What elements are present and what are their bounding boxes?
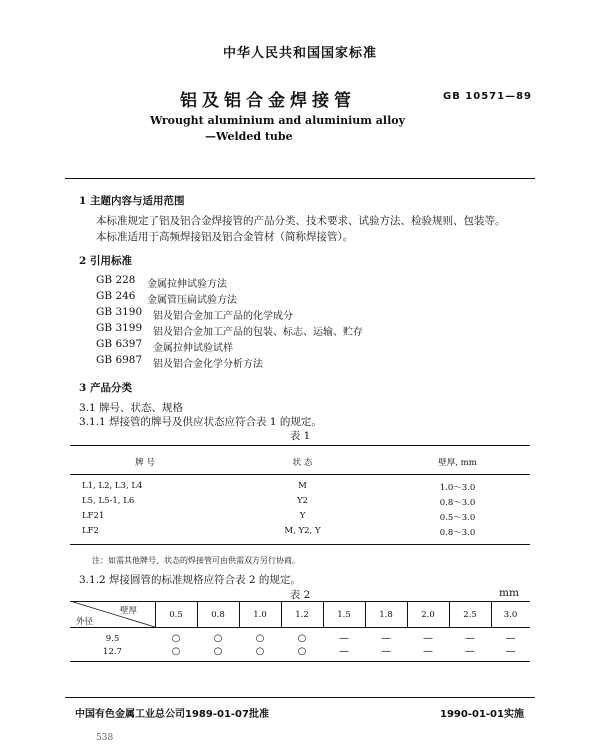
- reference-title: 金属拉伸试验方法: [147, 279, 227, 290]
- table-2-thickness-header: 0.8: [211, 610, 225, 620]
- subsection-3-1-1: 3.1.1 焊接管的牌号及供应状态应符合表 1 的规定。: [79, 416, 322, 428]
- table-2-od: 12.7: [103, 647, 122, 657]
- table-2-cell: ○: [171, 633, 181, 644]
- document-title-en-line1: Wrought aluminium and aluminium alloy: [150, 114, 405, 127]
- table-2-cell: —: [381, 633, 391, 644]
- table-2-cell: —: [465, 646, 475, 657]
- table-2-cell: ○: [255, 633, 265, 644]
- table-2-cell: —: [505, 633, 516, 644]
- table-2-thickness-header: 0.5: [169, 610, 183, 620]
- table-1-cell-wall: 0.8～3.0: [439, 528, 476, 538]
- reference-title: 铝及铝合金加工产品的化学成分: [153, 311, 293, 322]
- table-2-corner-thickness-label: 壁厚: [120, 606, 138, 616]
- section-3-heading: 3 产品分类: [79, 382, 132, 394]
- table-1-cell-grade: LF2: [82, 526, 99, 536]
- reference-title: 金属拉伸试验试样: [153, 343, 233, 354]
- table-2-bottom-border: [70, 661, 530, 662]
- table-1-cell-grade: L1, L2, L3, L4: [82, 481, 143, 491]
- table-1-header-divider: [70, 474, 530, 475]
- table-1-header-wall: 壁厚, mm: [438, 458, 477, 468]
- table-1-cell-temper: Y: [299, 511, 306, 521]
- table-2-cell: ○: [255, 646, 265, 657]
- table-1-header-temper: 状 态: [292, 458, 313, 468]
- table-2-cell: ○: [171, 646, 181, 657]
- section-1-paragraph-1: 本标准规定了铝及铝合金焊接管的产品分类、技术要求、试验方法、检验规则、包装等。: [96, 215, 506, 227]
- section-1-paragraph-2: 本标准适用于高频焊接铝及铝合金管材（简称焊接管）。: [96, 231, 354, 243]
- table-2-thickness-header: 3.0: [503, 610, 518, 620]
- table-2-cell: —: [465, 633, 475, 644]
- reference-title: 铝及铝合金化学分析方法: [153, 359, 263, 370]
- reference-title: 铝及铝合金加工产品的包装、标志、运输、贮存: [153, 327, 363, 338]
- header-divider: [65, 178, 535, 179]
- table-1-header-grade: 牌 号: [135, 458, 155, 468]
- subsection-3-1: 3.1 牌号、状态、规格: [79, 402, 184, 414]
- section-2-heading: 2 引用标准: [79, 255, 132, 267]
- table-2-cell: ○: [297, 633, 307, 644]
- table-2-cell: —: [381, 646, 391, 657]
- table-2-caption: 表 2: [289, 589, 311, 601]
- table-1-cell-wall: 0.8～3.0: [439, 498, 476, 508]
- table-2-thickness-header: 1.8: [379, 610, 393, 620]
- table-2-cell: —: [505, 646, 516, 657]
- table-2-unit: mm: [499, 587, 519, 599]
- page-number: 538: [96, 733, 114, 743]
- reference-code: GB 3199: [96, 322, 143, 334]
- table-2-cell: ○: [297, 646, 307, 657]
- reference-code: GB 246: [96, 290, 136, 302]
- document-title-zh: 铝及铝合金焊接管: [180, 91, 356, 111]
- table-2-thickness-header: 2.0: [421, 610, 435, 620]
- reference-code: GB 3190: [96, 306, 143, 318]
- table-1-cell-temper: M: [298, 481, 307, 491]
- table-2-cell: —: [339, 633, 349, 644]
- footer-effective-date: 1990-01-01实施: [440, 709, 524, 720]
- table-2-corner-od-label: 外径: [76, 617, 94, 627]
- table-2-thickness-header: 1.2: [295, 610, 309, 620]
- reference-code: GB 6987: [96, 354, 143, 366]
- table-1-top-border: [70, 445, 530, 446]
- table-2-od: 9.5: [105, 634, 120, 644]
- section-1-heading: 1 主题内容与适用范围: [79, 195, 185, 207]
- reference-title: 金属管压扁试验方法: [147, 295, 237, 306]
- table-2-thickness-header: 1.5: [337, 610, 351, 620]
- table-1-cell-temper: M, Y2, Y: [284, 526, 321, 536]
- table-2-thickness-header: 1.0: [253, 610, 267, 620]
- table-1-bottom-border: [70, 544, 530, 545]
- table-1-cell-temper: Y2: [296, 496, 309, 506]
- table-2-thickness-header: 2.5: [463, 610, 477, 620]
- table-2-cell: —: [423, 646, 433, 657]
- table-2-cell: —: [423, 633, 433, 644]
- table-1-cell-grade: L5, L5-1, L6: [82, 496, 135, 506]
- table-1-cell-wall: 0.5～3.0: [439, 513, 476, 523]
- table-1-note: 注：如需其他牌号、状态的焊接管可由供需双方另行协商。: [92, 556, 300, 565]
- standard-code: GB 10571—89: [443, 91, 533, 102]
- reference-code: GB 6397: [96, 338, 143, 350]
- footer-divider: [65, 697, 535, 698]
- table-2-cell: ○: [213, 633, 223, 644]
- table-2-cell: —: [339, 646, 349, 657]
- document-title-en-line2: —Welded tube: [205, 130, 293, 143]
- table-1-cell-wall: 1.0～3.0: [439, 483, 476, 493]
- national-standard-title: 中华人民共和国国家标准: [222, 46, 377, 61]
- table-1-cell-grade: LF21: [82, 511, 105, 521]
- reference-code: GB 228: [96, 274, 136, 286]
- table-1-caption: 表 1: [289, 430, 311, 442]
- subsection-3-1-2: 3.1.2 焊接圆管的标准规格应符合表 2 的规定。: [79, 574, 301, 586]
- footer-approval: 中国有色金属工业总公司1989-01-07批准: [75, 709, 269, 720]
- table-2-cell: ○: [213, 646, 223, 657]
